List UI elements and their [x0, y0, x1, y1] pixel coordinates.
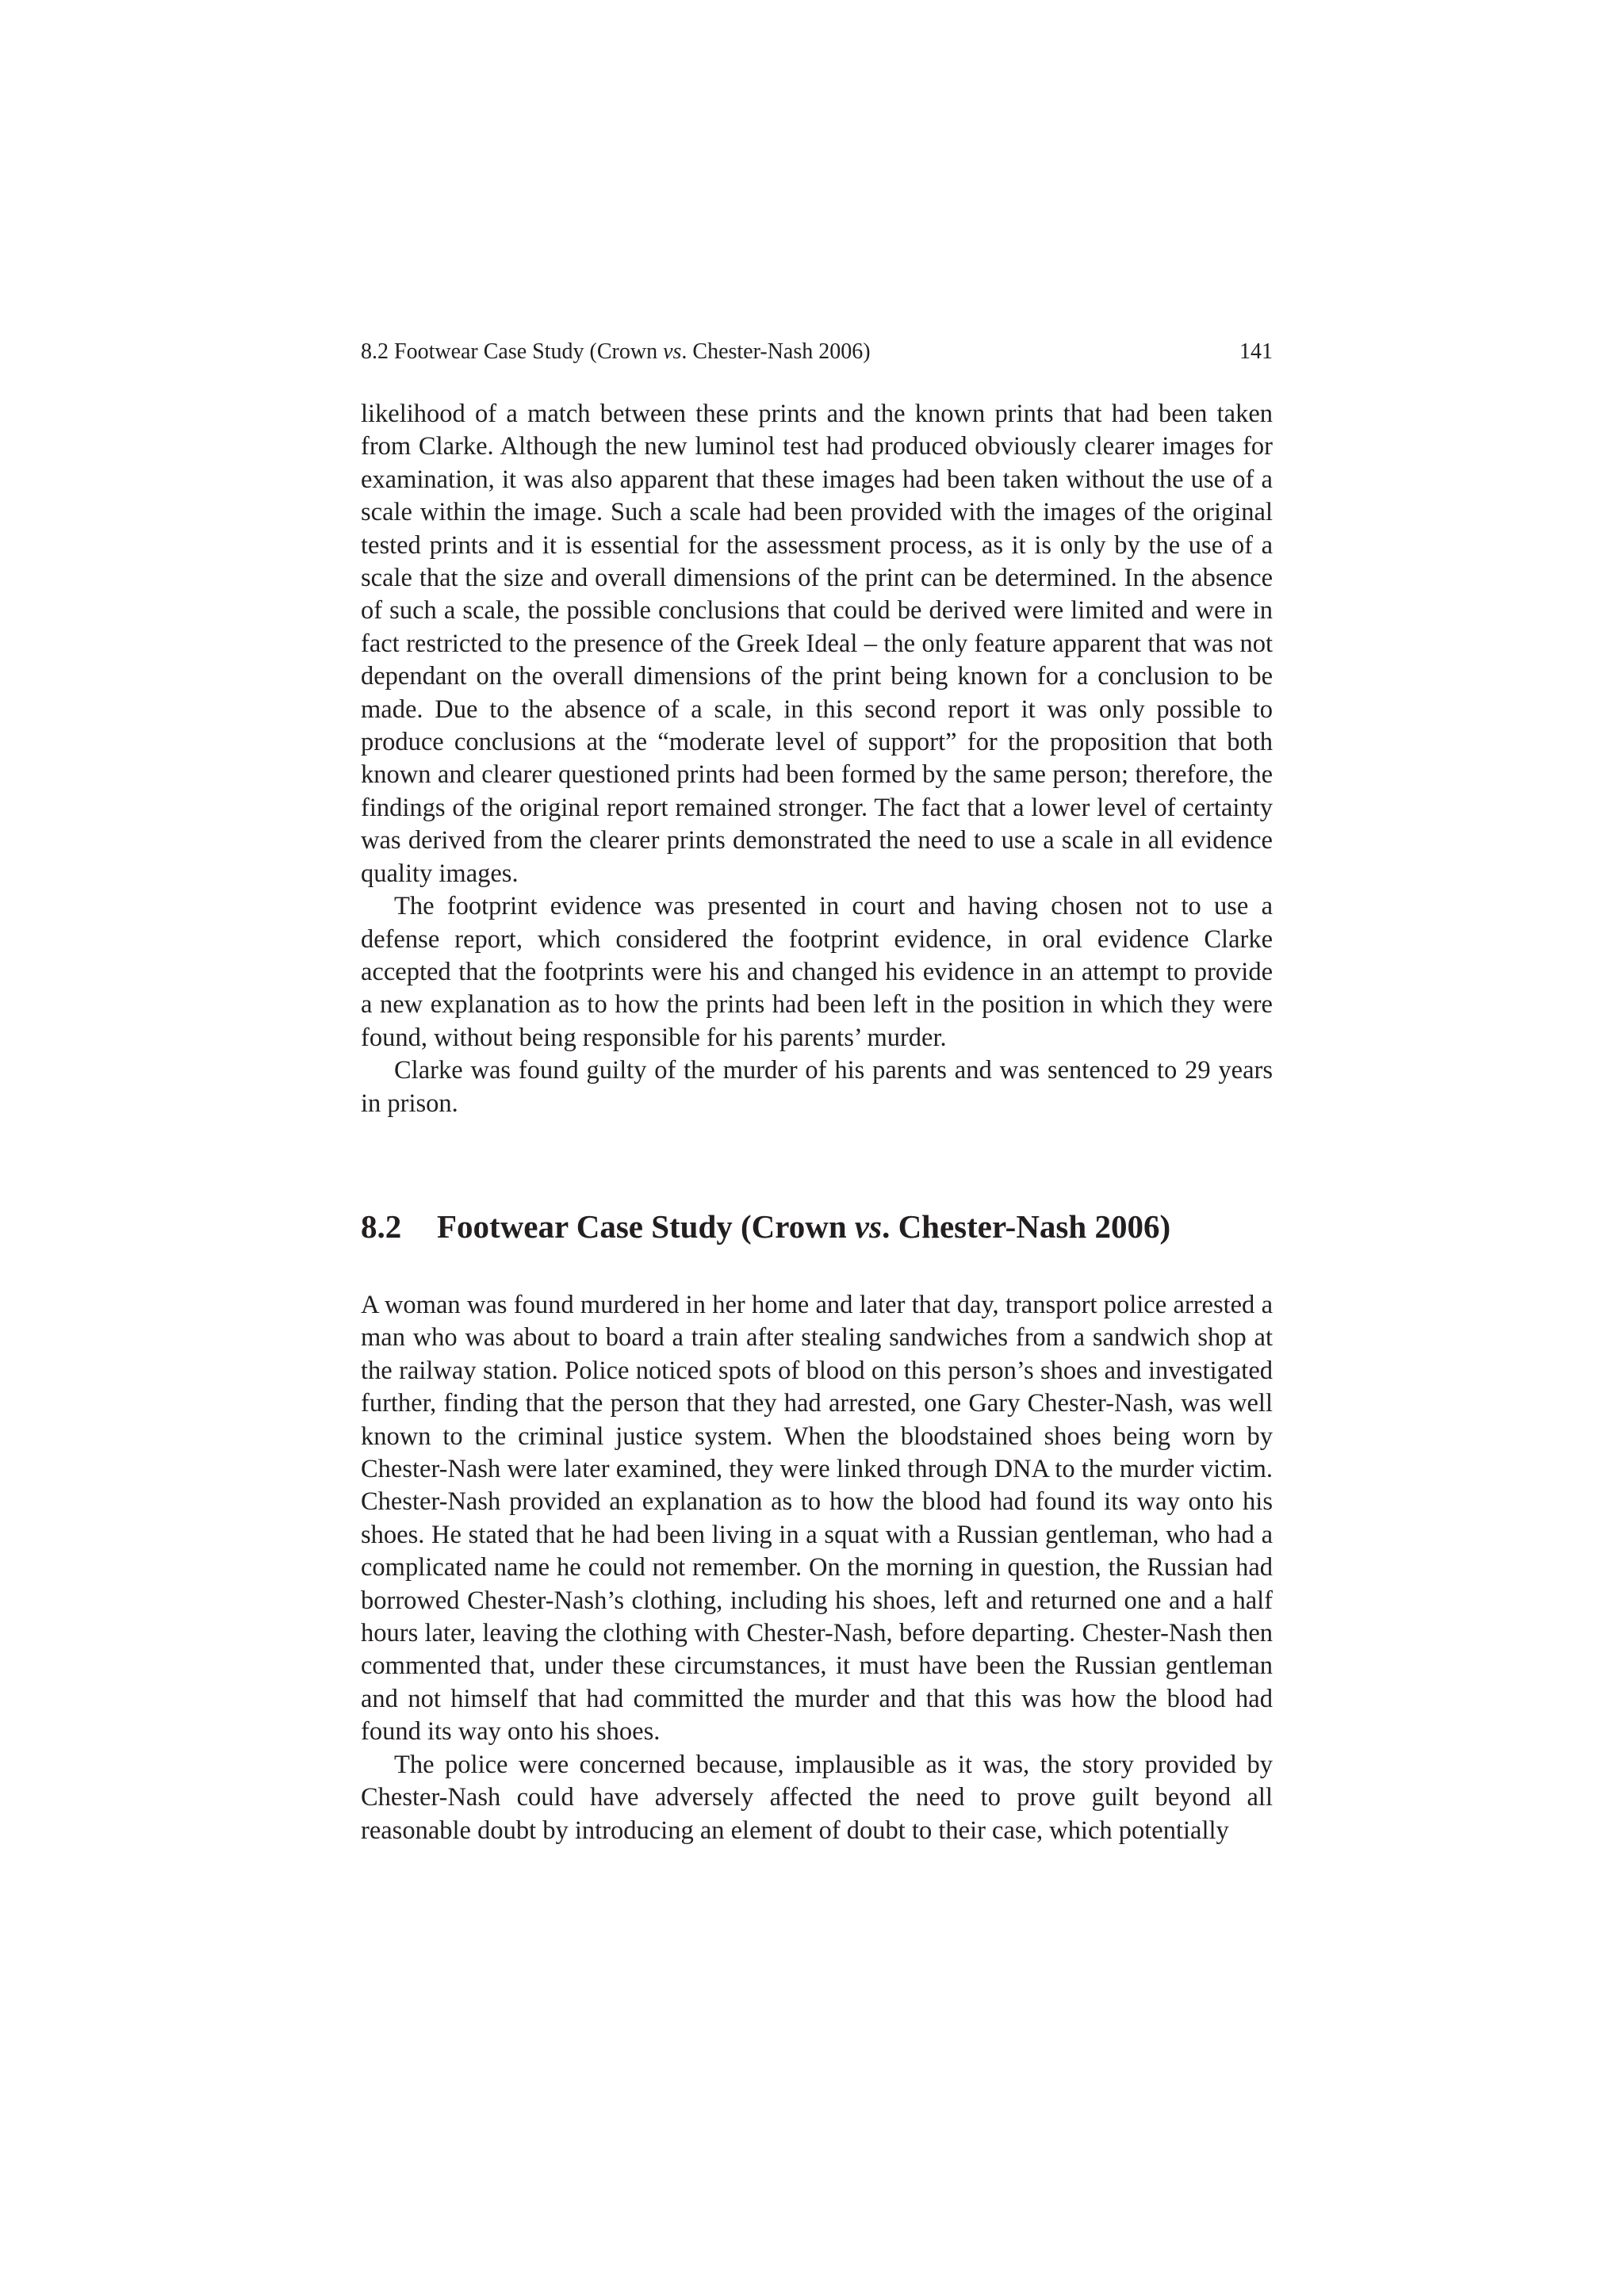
paragraph: Clarke was found guilty of the murder of his parents and was sentenced to 29 years in prison. — [361, 1056, 1273, 1118]
section-title-vs: vs — [854, 1208, 883, 1245]
section-title-end: . Chester-Nash 2006) — [882, 1208, 1171, 1245]
running-head-title-start: 8.2 Footwear Case Study (Crown — [361, 339, 664, 364]
section-number: 8.2 — [361, 1208, 402, 1245]
body-text-bottom — [361, 1289, 1273, 1847]
section-title — [437, 1208, 1170, 1245]
paragraph: The police were concerned because, implausible as it was, the story provided by Chester-Nash could have adversely affected the need to prove guilt beyond all reasonable doubt by introducing an element of doubt to their case, which potentially — [361, 1750, 1273, 1845]
running-head-title-vs: vs — [663, 339, 682, 364]
body-text-top — [361, 398, 1273, 1120]
section-heading — [361, 1204, 1273, 1249]
paragraph: The footprint evidence was presented in court and having chosen not to use a defense report, which considered the footprint evidence, in oral evidence Clarke accepted that the footprints were his and changed his evidence in an attempt to provide a new explanation as to how the prints had been left in the position in which they were found, without being responsible for his parents’ murder. — [361, 892, 1273, 1052]
running-head — [361, 336, 1273, 368]
page-number: 141 — [1239, 339, 1273, 364]
paragraph: likelihood of a match between these prints and the known prints that had been taken from Clarke. Although the new luminol test had produced obviously clearer images for examination, it was also apparent that these images had been taken without the use of a scale within the image. Such a scale had been provided with the images of the original tested prints and it is essential for the assessment process, as it is only by the use of a scale that the size and overall dimensions of the print can be determined. In the absence of such a scale, the possible conclusions that could be derived were limited and were in fact restricted to the presence of the Greek Ideal – the only feature apparent that was not dependant on the overall dimensions of the print being known for a conclusion to be made. Due to the absence of a scale, in this second report it was only possible to produce conclusions at the “moderate level of support” for the proposition that both known and clearer questioned prints had been formed by the same person; therefore, the findings of the original report remained stronger. The fact that a lower level of certainty was derived from the clearer prints demonstrated the need to use a scale in all evidence quality images. — [361, 400, 1273, 888]
running-head-title — [361, 336, 871, 368]
book-page — [361, 0, 1273, 2296]
paragraph: A woman was found murdered in her home and later that day, transport police arrested a man who was about to board a train after stealing sandwiches from a sandwich shop at the railway station. Police noticed spots of blood on this person’s shoes and investigated further, finding that the person that they had arrested, one Gary Chester-Nash, was well known to the criminal justice system. When the bloodstained shoes being worn by Chester-Nash were later examined, they were linked through DNA to the murder victim. Chester-Nash provided an explanation as to how the blood had found its way onto his shoes. He stated that he had been living in a squat with a Russian gentleman, who had a complicated name he could not remember. On the morning in question, the Russian had borrowed Chester-Nash’s clothing, including his shoes, left and returned one and a half hours later, leaving the clothing with Chester-Nash, before departing. Chester-Nash then commented that, under these circumstances, it must have been the Russian gentleman and not himself that had committed the murder and that this was how the blood had found its way onto his shoes. — [361, 1291, 1273, 1747]
section-title-start: Footwear Case Study (Crown — [437, 1208, 855, 1245]
running-head-title-end: . Chester-Nash 2006) — [681, 339, 871, 364]
